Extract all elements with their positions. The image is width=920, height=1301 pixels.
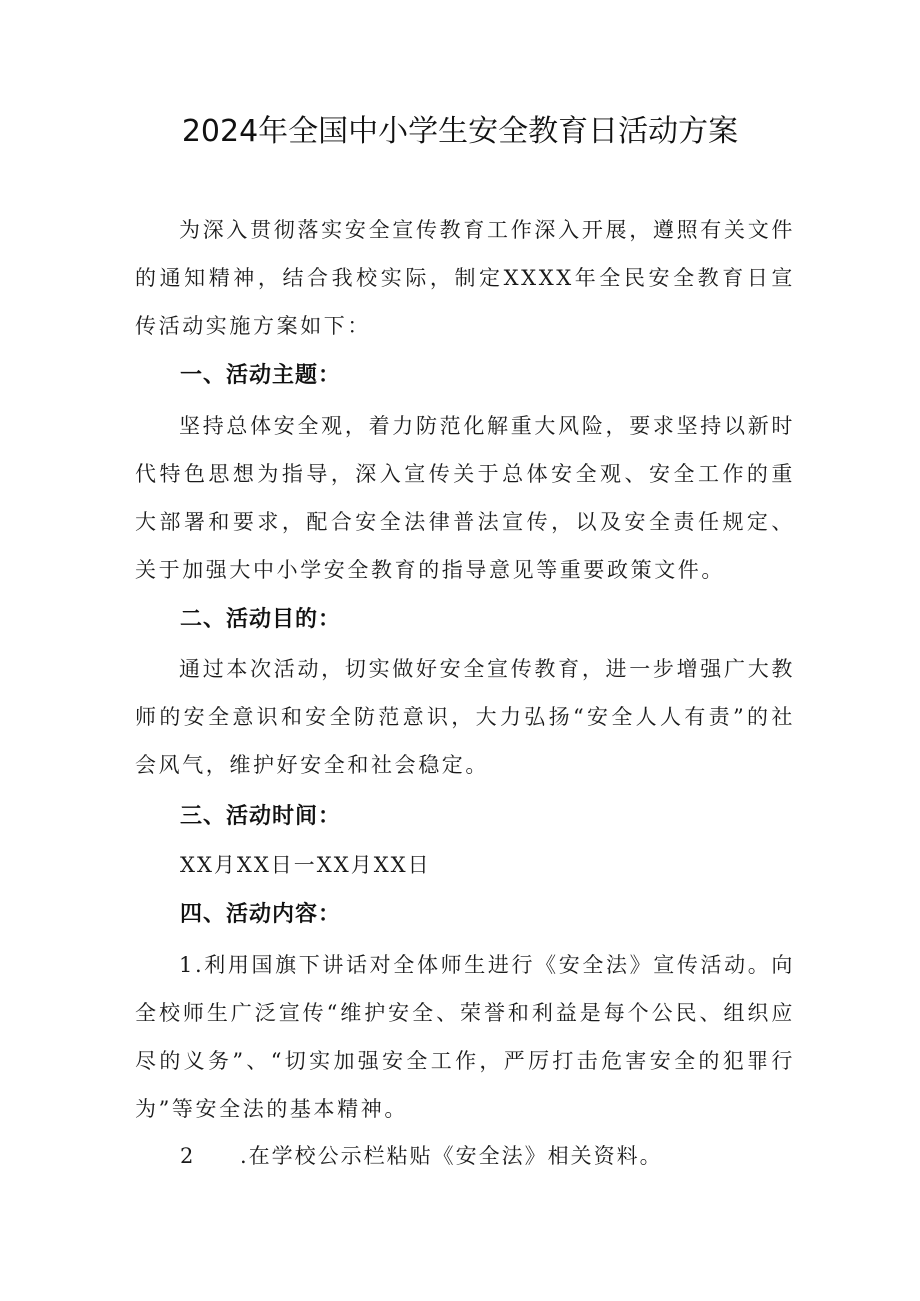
section-heading-purpose: 二、活动目的：: [180, 607, 342, 632]
section-paragraph-purpose: 通过本次活动，切实做好安全宣传教育，进一步增强广大教师的安全意识和安全防范意识，大力弘扬“安全人人有责”的社会风气，维护好安全和社会稳定。: [135, 657, 795, 777]
intro-paragraph: 为深入贯彻落实安全宣传教育工作深入开展，遵照有关文件的通知精神，结合我校实际，制定XXXX年全民安全教育日宣传活动实施方案如下：: [135, 218, 795, 338]
content-item-1: 1.利用国旗下讲话对全体师生进行《安全法》宣传活动。向全校师生广泛宣传“维护安全、荣誉和利益是每个公民、组织应尽的义务”、“切实加强安全工作，严厉打击危害安全的犯罪行为”等安全法的基本精神。: [135, 953, 795, 1121]
section-paragraph-theme: 坚持总体安全观，着力防范化解重大风险，要求坚持以新时代特色思想为指导，深入宣传关于总体安全观、安全工作的重大部署和要求，配合安全法律普法宣传，以及安全责任规定、关于加强大中小学安全教育的指导意见等重要政策文件。: [135, 414, 795, 582]
section-heading-time: 三、活动时间：: [180, 804, 342, 829]
content-item-2-number: 2: [180, 1144, 196, 1168]
content-item-2: [180, 1141, 663, 1171]
section-paragraph-time: XX月XX日一XX月XX日: [180, 853, 431, 877]
section-heading-theme: 一、活动主题：: [180, 363, 342, 388]
document-title: 2024年全国中小学生安全教育日活动方案: [181, 114, 739, 149]
section-heading-content: 四、活动内容：: [180, 902, 342, 927]
content-item-2-text: .在学校公示栏粘贴《安全法》相关资料。: [240, 1144, 663, 1168]
